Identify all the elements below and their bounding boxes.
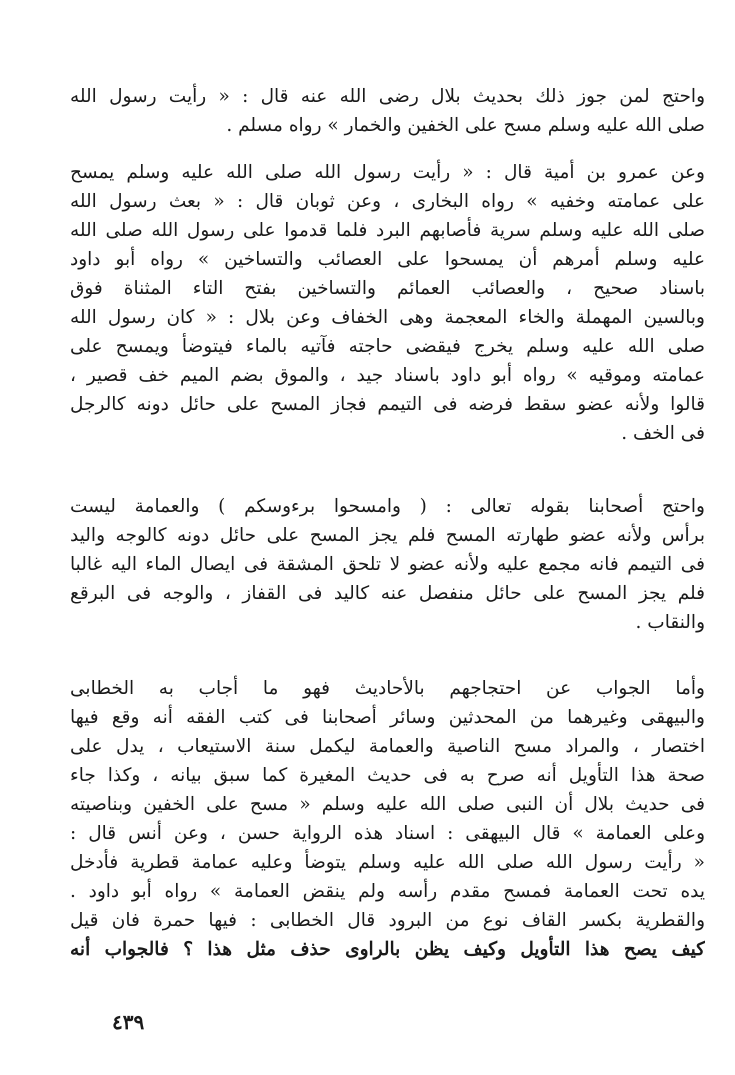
text-line: وعلى العمامة » قال البيهقى : اسناد هذه الرواية حسن ، وعن أنس قال : [70, 823, 705, 844]
text-line: وأما الجواب عن احتجاجهم بالأحاديث فهو ما أجاب به الخطابى [70, 678, 705, 699]
text-line: على عمامته وخفيه » رواه البخارى ، وعن ثوبان قال : « بعث رسول الله [70, 191, 705, 212]
text-line: « رأيت رسول الله صلى الله عليه وسلم يتوضأ وعليه عمامة قطرية فأدخل [70, 852, 705, 873]
text-line: صلى الله عليه وسلم سرية فأصابهم البرد فلما قدموا على رسول الله صلى الله [70, 220, 705, 241]
paragraph-2 [70, 158, 705, 448]
text-line: وعن عمرو بن أمية قال : « رأيت رسول الله صلى الله عليه وسلم يمسح [70, 162, 705, 183]
text-line: فلم يجز المسح على حائل منفصل عنه كاليد فى القفاز ، والوجه فى البرقع [70, 583, 705, 604]
text-line: كيف يصح هذا التأويل وكيف يظن بالراوى حذف مثل هذا ؟ فالجواب أنه [70, 939, 705, 960]
text-line: برأس ولأنه عضو طهارته المسح فلم يجز المسح على حائل دونه كالوجه واليد [70, 525, 705, 546]
paragraph-4 [70, 674, 705, 964]
text-line: عليه وسلم أمرهم أن يمسحوا على العصائب والتساخين » رواه أبو داود [70, 249, 705, 270]
text-line: فى حديث بلال أن النبى صلى الله عليه وسلم « مسح على الخفين وبناصيته [70, 794, 705, 815]
text-line: صلى الله عليه وسلم مسح على الخفين والخمار » رواه مسلم . [226, 115, 705, 136]
text-line: صلى الله عليه وسلم يخرج فيقضى حاجته فآتيه بالماء فيتوضأ ويمسح على [70, 336, 705, 357]
text-line: والبيهقى وغيرهما من المحدثين وسائر أصحابنا فى كتب الفقه أنه وقع فيها [70, 707, 705, 728]
text-line: والقطرية بكسر القاف نوع من البرود قال الخطابى : فيها حمرة فان قيل [70, 910, 705, 931]
page-number: ٤٣٩ [112, 1010, 145, 1034]
text-line: باسناد صحيح ، والعصائب العمائم والتساخين بفتح التاء المثناة فوق [70, 278, 705, 299]
text-line: والنقاب . [635, 612, 705, 633]
text-line: وبالسين المهملة والخاء المعجمة وهى الخفاف وعن بلال : « كان رسول الله [70, 307, 705, 328]
text-line: صحة هذا التأويل أنه صرح به فى حديث المغيرة كما سبق بيانه ، وكذا جاء [70, 765, 705, 786]
text-line: واحتج أصحابنا بقوله تعالى : ( وامسحوا برءوسكم ) والعمامة ليست [70, 496, 705, 517]
text-line: فى الخف . [621, 423, 705, 444]
paragraph-3 [70, 492, 705, 637]
text-line: عمامته وموقيه » رواه أبو داود باسناد جيد ، والموق بضم الميم خف قصير ، [70, 365, 705, 386]
text-line: فى التيمم فانه مجمع عليه ولأنه عضو لا تلحق المشقة فى ايصال الماء اليه غالبا [70, 554, 705, 575]
text-line: واحتج لمن جوز ذلك بحديث بلال رضى الله عنه قال : « رأيت رسول الله [70, 86, 705, 107]
text-line: يده تحت العمامة فمسح مقدم رأسه ولم ينقض العمامة » رواه أبو داود . [70, 881, 705, 902]
text-line: قالوا ولأنه عضو سقط فرضه فى التيمم فجاز المسح على حائل دونه كالرجل [70, 394, 705, 415]
paragraph-1 [70, 82, 705, 140]
text-line: اختصار ، والمراد مسح الناصية والعمامة ليكمل سنة الاستيعاب ، يدل على [70, 736, 705, 757]
